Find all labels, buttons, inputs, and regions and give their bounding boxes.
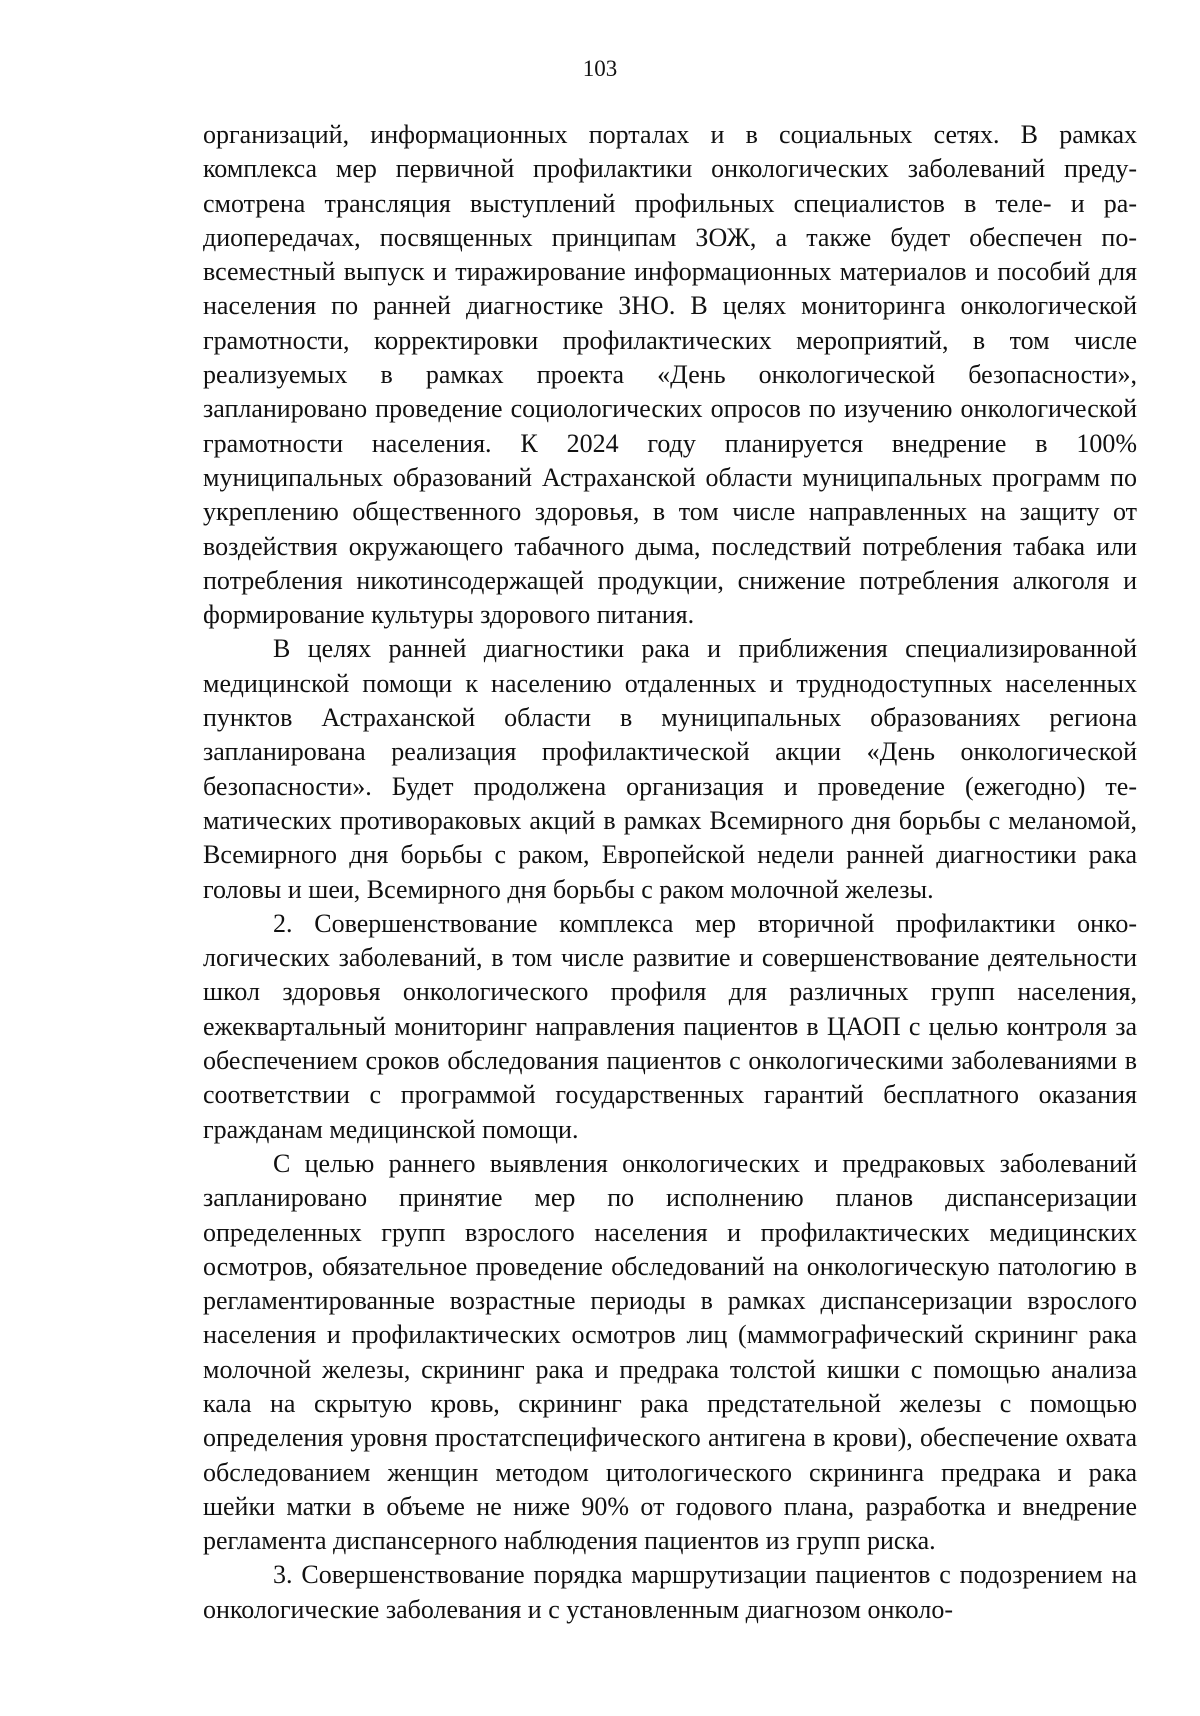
page-number: 103 <box>582 56 618 81</box>
paragraph-4: С целью раннего выявления онкологических и предраковых заболеваний запланировано принятие мер по исполнению планов диспансеризации определенных групп взрослого населения и профилактических медицинских осмотров, обязательное проведение обследований на онкологическую патологию в регламентированные возрастные периоды в рамках диспансеризации взрослого населения и профилактических осмотров лиц (маммографический скрининг рака молочной железы, скрининг рака и предрака толстой кишки с помощью анализа кала на скрытую кровь, скрининг рака предстательной железы с помощью определения уровня простатспецифического антигена в крови), обеспечение охвата обследованием женщин методом цитологического скрининга предрака и рака шейки матки в объеме не ниже 90% от годового плана, разработка и внедрение регламента диспансерного наблюдения пациентов из групп риска. <box>203 1148 1137 1556</box>
paragraph-1: организаций, информационных порталах и в социальных сетях. В рамках комплекса мер первичной профилактики онкологических заболеваний предусмотрена трансляция выступлений профильных специалистов в теле- и радиопередачах, посвященных принципам ЗОЖ, а также будет обеспечен повсеместный выпуск и тиражирование информационных материалов и пособий для населения по ранней диагностике ЗНО. В целях мониторинга онкологической грамотности, корректировки профилактических мероприятий, в том числе реализуемых в рамках проекта «День онкологической безопасности», запланировано проведение социологических опросов по изучению онкологической грамотности населения. К 2024 году планируется внедрение в 100% муниципальных образований Астраханской области муниципальных программ по укреплению общественного здоровья, в том числе направленных на защиту от воздействия окружающего табачного дыма, последствий потребления табака или потребления никотинсодержащей продукции, снижение потребления алкоголя и формирование культуры здорового питания. <box>203 120 1137 630</box>
body-text <box>203 118 1137 1627</box>
paragraph-5: 3. Совершенствование порядка маршрутизации пациентов с подозрением на онкологические заболевания и с установленным диагнозом онколо- <box>203 1560 1137 1624</box>
paragraph-2: В целях ранней диагностики рака и приближения специализированной медицинской помощи к населению отдаленных и труднодоступных населенных пунктов Астраханской области в муниципальных образованиях региона запланирована реализация профилактической акции «День онкологической безопасности». Будет продолжена организация и проведение (ежегодно) тематических противораковых акций в рамках Всемирного дня борьбы с меланомой, Всемирного дня борьбы с раком, Европейской недели ранней диагностики рака головы и шеи, Всемирного дня борьбы с раком молочной железы. <box>203 634 1137 904</box>
paragraph-3: 2. Совершенствование комплекса мер вторичной профилактики онкологических заболеваний, в том числе развитие и совершенствование деятельности школ здоровья онкологического профиля для различных групп населения, ежеквартальный мониторинг направления пациентов в ЦАОП с целью контроля за обеспечением сроков обследования пациентов с онкологическими заболеваниями в соответствии с программой государственных гарантий бесплатного оказания гражданам медицинской помощи. <box>203 908 1137 1144</box>
